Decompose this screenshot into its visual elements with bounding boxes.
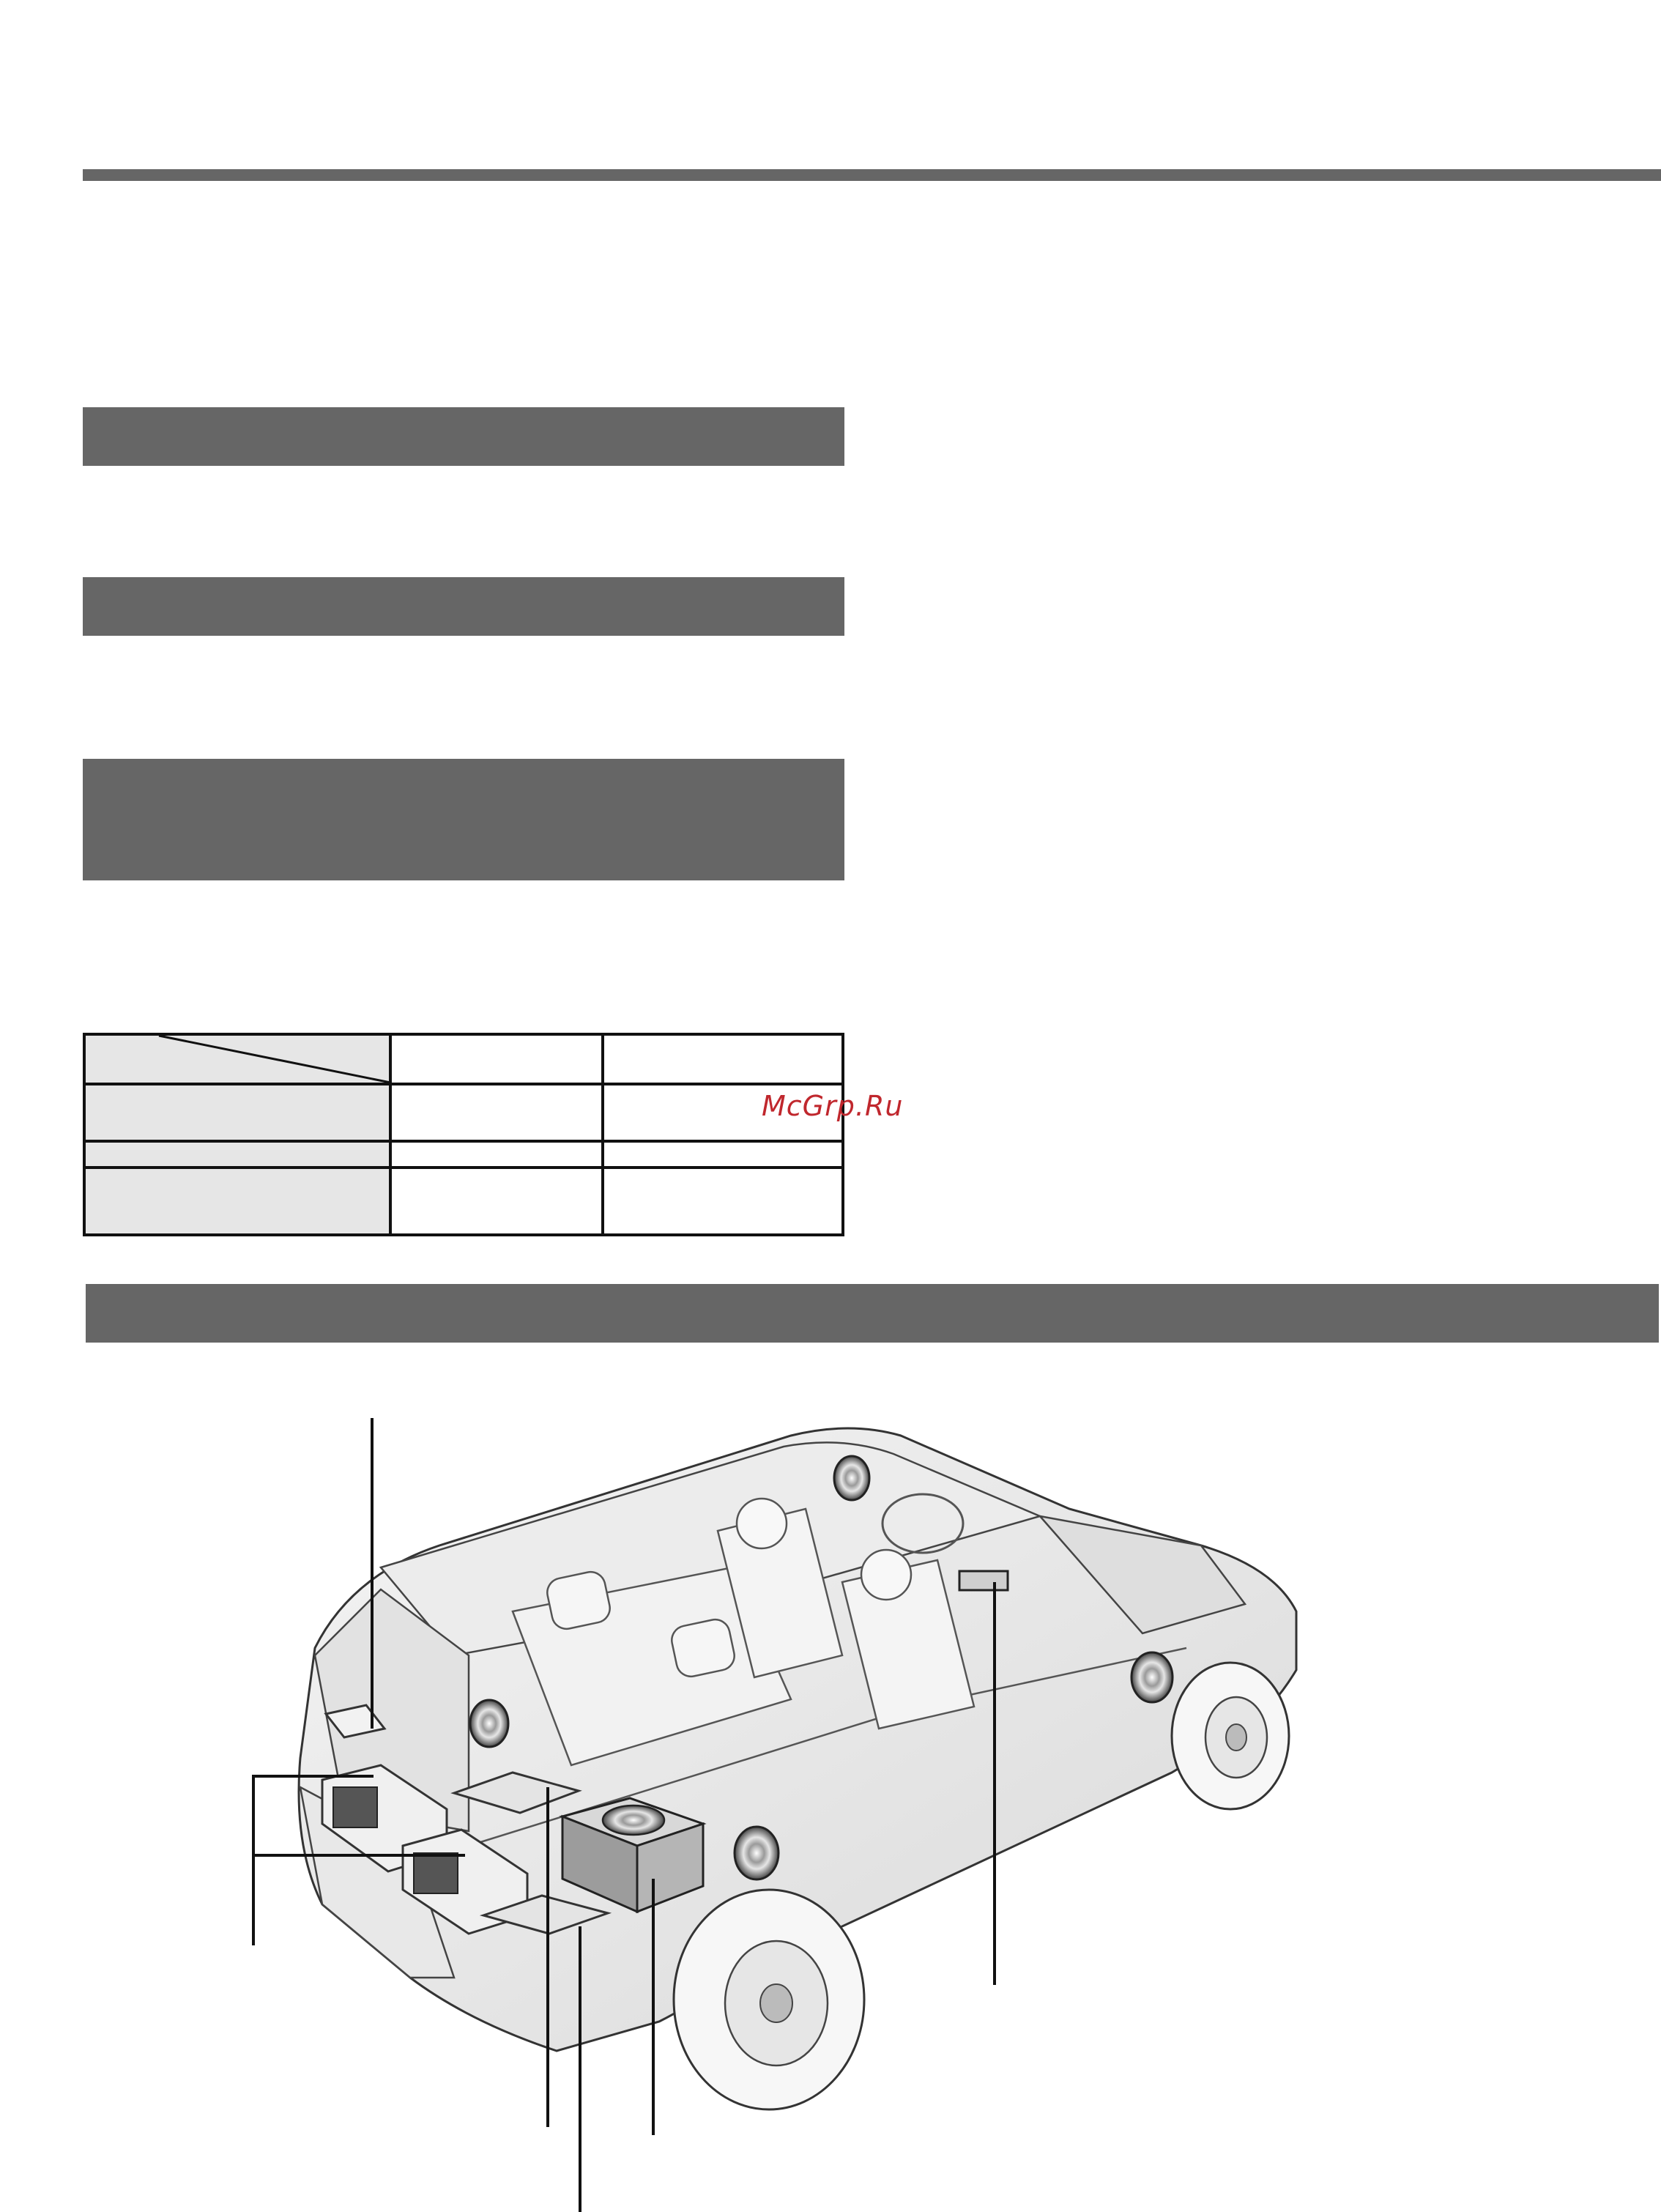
spec-table <box>83 1033 844 1236</box>
rear-wheel <box>674 1890 864 2109</box>
section-header-bar-3 <box>83 759 844 880</box>
front-door-speaker <box>1132 1652 1173 1702</box>
head-unit <box>959 1571 1008 1590</box>
section-header-bar-2 <box>83 577 844 636</box>
table-header-column <box>83 1033 390 1236</box>
top-rule <box>83 169 1661 181</box>
front-wheel <box>1172 1663 1289 1809</box>
car-installation-diagram <box>0 1392 1661 2212</box>
section-header-bar-4 <box>86 1284 1659 1343</box>
watermark: McGrp.Ru <box>762 1090 904 1122</box>
section-header-bar-1 <box>83 407 844 466</box>
rear-left-speaker <box>470 1700 508 1747</box>
front-left-speaker <box>834 1456 869 1500</box>
rear-door-speaker <box>735 1827 779 1879</box>
